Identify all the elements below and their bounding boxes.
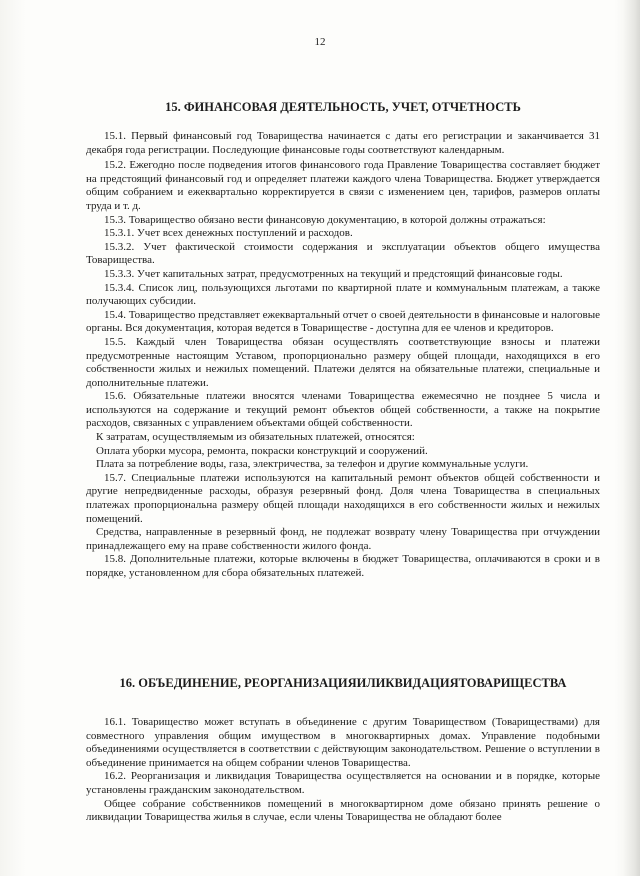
section-15-body: [86, 130, 600, 581]
paragraph-15-7: 15.7. Специальные платежи используются на капитальный ремонт объектов общей собственности и другие непредвиденные расходы, образуя резервный фонд. Доля члена Товарищества в специальных платежах пропорциональна размеру общей площади находящихся в его собственности жилых и нежилых помещений.: [86, 471, 600, 525]
paragraph-16-general-meeting: Общее собрание собственников помещений в многоквартирном доме обязано принять решение о ликвидации Товарищества жилья в случае, если члены Товарищества не обладают более: [86, 797, 600, 824]
paragraph-15-3-1: 15.3.1. Учет всех денежных поступлений и расходов.: [104, 227, 353, 240]
section-16-heading: 16. ОБЪЕДИНЕНИЕ, РЕОРГАНИЗАЦИЯИЛИКВИДАЦИЯТОВАРИЩЕСТВА: [119, 676, 567, 690]
paragraph-expenses-utilities: Плата за потребление воды, газа, электричества, за телефон и другие коммунальные услуги.: [96, 458, 529, 471]
paragraph-15-2: 15.2. Ежегодно после подведения итогов финансового года Правление Товарищества составляет бюджет на предстоящий финансовый год и определяет платежи каждого члена Товарищества. Бюджет утверждается общим собранием и ежеквартально корректируется в связи с изменением цен, тарифов, размеров оплаты труда и т. д.: [86, 159, 600, 212]
paragraph-15-6: 15.6. Обязательные платежи вносятся членами Товарищества ежемесячно не позднее 5 числа и используются на содержание и текущий ремонт объектов общей собственности, а также на покрытие расходов, связанных с управлением объектами общей собственности.: [86, 390, 600, 430]
paragraph-16-1: 16.1. Товарищество может вступать в объединение с другим Товариществом (Товариществами) для совместного управления общим имуществом в многоквартирных домах. Управление подобными объединениями осуществляется в соответствии с действующим законодательством. Решение о вступлении в объединение принимается на общем собрании членов Товарищества.: [86, 716, 600, 769]
section-16: [86, 676, 600, 691]
paragraph-expenses-intro: К затратам, осуществляемым из обязательных платежей, относятся:: [96, 431, 415, 444]
section-15: [86, 100, 600, 115]
paragraph-15-3-3: 15.3.3. Учет капитальных затрат, предусмотренных на текущий и предстоящий финансовые годы.: [104, 267, 563, 280]
section-16-body: [86, 716, 600, 825]
paragraph-15-3-4: 15.3.4. Список лиц, пользующихся льготами по квартирной плате и коммунальным платежам, а также получающих субсидии.: [86, 281, 600, 308]
paragraph-15-4: 15.4. Товарищество представляет ежеквартальный отчет о своей деятельности в финансовые и налоговые органы. Вся документация, которая ведется в Товариществе - доступна для ее членов и кредиторов.: [86, 308, 600, 335]
section-15-heading: 15. ФИНАНСОВАЯ ДЕЯТЕЛЬНОСТЬ, УЧЕТ, ОТЧЕТНОСТЬ: [165, 100, 521, 114]
page-number: 12: [314, 36, 326, 48]
paragraph-reserve-fund: Средства, направленные в резервный фонд, не подлежат возврату члену Товарищества при отчуждении принадлежащего ему на праве собственности жилого фонда.: [86, 526, 600, 552]
paragraph-15-5: 15.5. Каждый член Товарищества обязан осуществлять соответствующие взносы и платежи предусмотренные настоящим Уставом, пропорционально размеру общей площади, находящихся в его собственности жилых и нежилых помещений. Платежи делятся на обязательные платежи, специальные и дополнительные платежи.: [86, 335, 600, 389]
paragraph-expenses-cleaning: Оплата уборки мусора, ремонта, покраски конструкций и сооружений.: [96, 444, 428, 457]
paragraph-15-1: 15.1. Первый финансовый год Товарищества начинается с даты его регистрации и заканчивается 31 декабря года регистрации. Последующие финансовые годы соответствуют календарным.: [86, 130, 600, 156]
page-edge-shadow: [622, 0, 640, 876]
paragraph-16-2: 16.2. Реорганизация и ликвидация Товарищества осуществляется на основании и в порядке, которые установлены гражданским законодательством.: [86, 770, 600, 796]
paragraph-15-8: 15.8. Дополнительные платежи, которые включены в бюджет Товарищества, оплачиваются в сроки и в порядке, установленном для сбора обязательных платежей.: [86, 553, 600, 579]
paragraph-15-3-2: 15.3.2. Учет фактической стоимости содержания и эксплуатации объектов общего имущества Товарищества.: [86, 240, 600, 267]
paragraph-15-3: 15.3. Товарищество обязано вести финансовую документацию, в которой должны отражаться:: [104, 213, 546, 226]
